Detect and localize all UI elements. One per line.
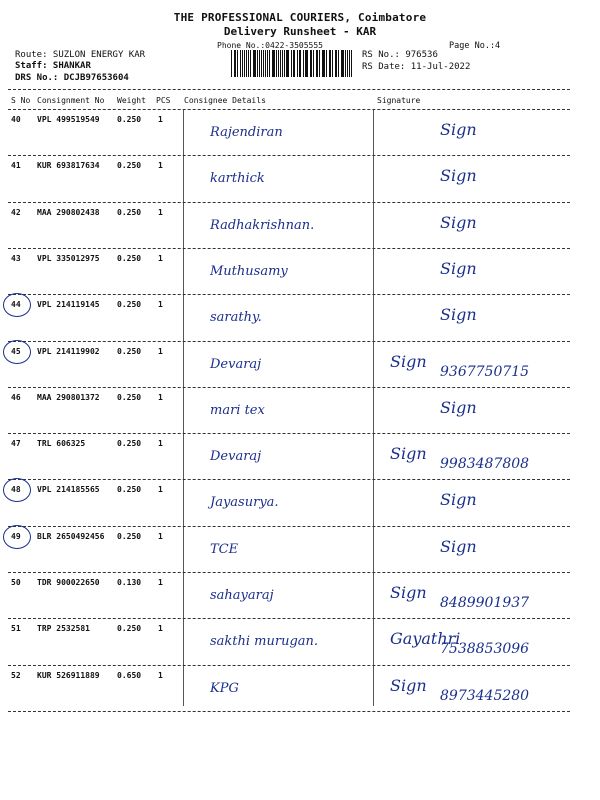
row-consignee: karthick — [210, 171, 265, 187]
row-number-circle — [3, 478, 31, 502]
barcode-image — [231, 50, 353, 77]
row-pcs: 1 — [158, 115, 163, 124]
row-consignment: VPL 214185565 — [37, 485, 100, 495]
row-weight: 0.250 — [117, 439, 142, 449]
row-sno: 41 — [11, 161, 21, 171]
row-consignee: mari tex — [210, 402, 265, 418]
row-divider — [8, 711, 570, 712]
row-signature: Sign — [440, 536, 477, 556]
row-pcs: 1 — [158, 624, 163, 634]
col-signature: Signature — [377, 96, 421, 105]
row-number-circle — [3, 525, 31, 549]
row-pcs: 1 — [158, 207, 163, 217]
page-number: Page No.:4 — [449, 41, 501, 51]
row-consignment: TRP 2532581 — [37, 624, 90, 634]
row-sno: 51 — [11, 624, 21, 634]
row-sno: 48 — [11, 485, 21, 495]
row-pcs: 1 — [158, 161, 163, 171]
row-weight: 0.250 — [117, 115, 142, 124]
consignee-column-line — [183, 110, 184, 706]
row-consignee: sakthi murugan. — [210, 634, 319, 650]
row-signature: Sign — [390, 444, 427, 464]
row-consignment: TDR 900022650 — [37, 578, 100, 587]
company-title: THE PROFESSIONAL COURIERS, Coimbatore — [173, 11, 427, 24]
header-divider-bottom — [8, 109, 570, 110]
row-consignee: TCE — [210, 541, 239, 557]
row-signature: Sign — [440, 490, 477, 510]
row-weight: 0.250 — [117, 300, 142, 310]
row-signature: Sign — [440, 305, 477, 325]
col-consignee: Consignee Details — [184, 96, 266, 105]
row-divider — [8, 341, 570, 342]
row-phone: 8973445280 — [440, 687, 530, 704]
row-weight: 0.250 — [117, 624, 142, 634]
signature-column-line — [373, 110, 374, 706]
row-sno: 52 — [11, 670, 21, 680]
rs-date: RS Date: 11-Jul-2022 — [362, 62, 471, 72]
row-consignment: VPL 214119902 — [37, 346, 100, 356]
row-sno: 50 — [11, 578, 21, 587]
row-signature: Sign — [440, 166, 477, 186]
row-pcs: 1 — [158, 392, 163, 402]
row-divider — [8, 155, 570, 156]
row-weight: 0.130 — [117, 578, 142, 587]
row-pcs: 1 — [158, 531, 163, 541]
row-phone: 9367750715 — [440, 363, 530, 380]
row-signature: Gayathri — [390, 629, 461, 649]
col-pcs: PCS — [156, 96, 171, 105]
row-signature: Sign — [390, 583, 427, 602]
row-weight: 0.250 — [117, 161, 142, 171]
header-divider-top — [8, 89, 570, 90]
row-signature: Sign — [390, 675, 427, 695]
row-weight: 0.250 — [117, 531, 142, 541]
row-signature: Sign — [390, 351, 427, 371]
row-consignment: KUR 526911889 — [37, 670, 100, 680]
row-pcs: 1 — [158, 485, 163, 495]
row-sno: 44 — [11, 300, 21, 310]
row-consignee: Rajendiran — [210, 125, 283, 140]
row-phone: 7538853096 — [440, 641, 530, 658]
row-divider — [8, 665, 570, 666]
row-divider — [8, 294, 570, 295]
row-consignment: VPL 214119145 — [37, 300, 100, 310]
row-sno: 47 — [11, 439, 21, 449]
row-consignment: KUR 693817634 — [37, 161, 100, 171]
row-divider — [8, 387, 570, 388]
row-divider — [8, 433, 570, 434]
row-sno: 43 — [11, 253, 21, 263]
row-signature: Sign — [440, 258, 477, 278]
drs-number: DRS No.: DCJB97653604 — [15, 73, 129, 83]
row-sno: 49 — [11, 531, 21, 541]
row-pcs: 1 — [158, 300, 163, 310]
row-consignee: Devaraj — [210, 449, 262, 465]
row-pcs: 1 — [158, 253, 163, 263]
phone-number: Phone No.:0422-3505555 — [217, 41, 323, 50]
row-consignee: Jayasurya. — [210, 495, 279, 511]
row-pcs: 1 — [158, 578, 163, 587]
row-divider — [8, 618, 570, 619]
route-label: Route: SUZLON ENERGY KAR — [15, 50, 146, 60]
row-signature: Sign — [440, 212, 477, 232]
row-weight: 0.250 — [117, 253, 142, 263]
row-sno: 40 — [11, 115, 21, 124]
row-consignment: VPL 335012975 — [37, 253, 100, 263]
row-weight: 0.250 — [117, 485, 142, 495]
row-number-circle — [3, 340, 31, 364]
row-signature: Sign — [440, 397, 477, 417]
row-weight: 0.250 — [117, 207, 142, 217]
col-consignment: Consignment No — [37, 96, 105, 105]
col-weight: Weight — [117, 96, 146, 105]
row-weight: 0.250 — [117, 346, 142, 356]
row-phone: 9983487808 — [440, 456, 530, 473]
row-consignee: Radhakrishnan. — [210, 217, 315, 233]
staff-label: Staff: SHANKAR — [15, 61, 91, 71]
row-consignee: KPG — [210, 680, 239, 696]
row-sno: 42 — [11, 207, 21, 217]
row-pcs: 1 — [158, 439, 163, 449]
row-pcs: 1 — [158, 346, 163, 356]
row-consignment: TRL 606325 — [37, 439, 86, 449]
row-sno: 45 — [11, 346, 21, 356]
row-divider — [8, 572, 570, 573]
row-weight: 0.250 — [117, 392, 142, 402]
rs-number: RS No.: 976536 — [362, 50, 438, 60]
col-sno: S No — [11, 96, 31, 105]
row-divider — [8, 479, 570, 480]
row-consignment: MAA 290802438 — [37, 207, 100, 217]
row-consignee: Devaraj — [210, 356, 262, 372]
runsheet-subtitle: Delivery Runsheet - KAR — [223, 25, 377, 38]
row-number-circle — [3, 293, 31, 317]
row-pcs: 1 — [158, 670, 163, 680]
row-weight: 0.650 — [117, 670, 142, 680]
row-consignment: MAA 290801372 — [37, 392, 100, 402]
row-sno: 46 — [11, 392, 21, 402]
row-divider — [8, 248, 570, 249]
row-consignee: sahayaraj — [210, 588, 274, 603]
row-phone: 8489901937 — [440, 595, 530, 611]
row-signature: Sign — [440, 120, 477, 139]
row-consignment: VPL 499519549 — [37, 115, 100, 124]
row-divider — [8, 202, 570, 203]
row-consignee: Muthusamy — [210, 263, 288, 279]
row-consignment: BLR 2650492456 — [37, 531, 105, 541]
row-divider — [8, 526, 570, 527]
row-consignee: sarathy. — [210, 310, 262, 326]
